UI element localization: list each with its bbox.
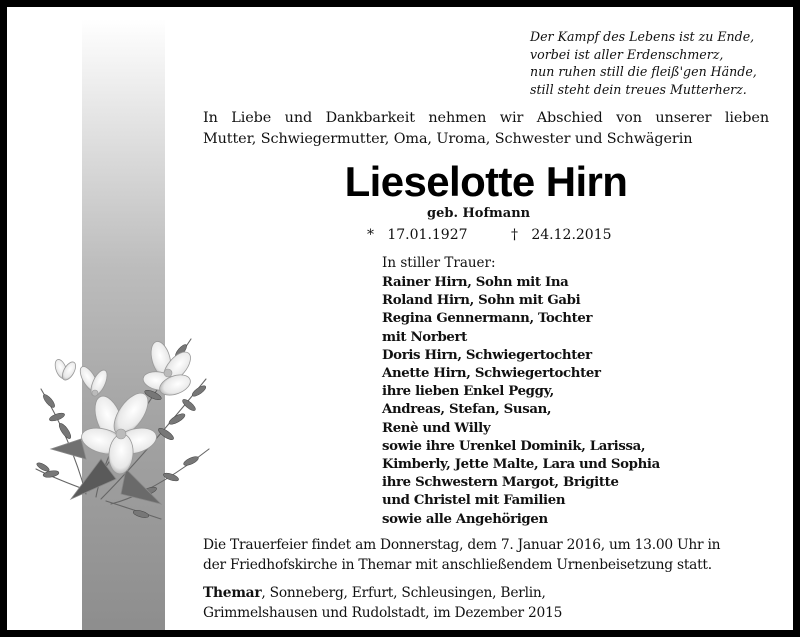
death-date: 24.12.2015 <box>531 227 612 243</box>
death-date-block <box>511 225 612 245</box>
mourners-list <box>382 274 712 529</box>
mourner-line: Kimberly, Jette Malte, Lara und Sophia <box>382 457 660 473</box>
closing-places-date <box>203 583 769 623</box>
mourner-line: sowie alle Angehörigen <box>382 511 548 527</box>
farewell-introduction <box>203 108 769 150</box>
poem-line: Der Kampf des Lebens ist zu Ende, <box>530 29 755 44</box>
poem-line: still steht dein treues Mutterherz. <box>530 81 747 97</box>
mourners-heading: In stiller Trauer: <box>382 255 496 271</box>
mourner-line: Doris Hirn, Schwiegertochter <box>382 347 592 363</box>
mourner-line: ihre Schwestern Margot, Brigitte <box>382 475 619 491</box>
closing-line-1-rest: , Sonneberg, Erfurt, Schleusingen, Berlin, <box>261 585 546 601</box>
closing-line-1 <box>203 583 769 603</box>
funeral-line-1: Die Trauerfeier findet am Donnerstag, dem 7. Januar 2016, um 13.00 Uhr in <box>203 537 721 553</box>
mourner-line: und Christel mit Familien <box>382 493 566 509</box>
funeral-details <box>203 535 769 575</box>
mourner-line: Rainer Hirn, Sohn mit Ina <box>382 275 569 290</box>
birth-date-block <box>367 225 468 245</box>
maiden-name: geb. Hofmann <box>427 206 531 221</box>
mourner-line: mit Norbert <box>382 329 467 345</box>
birth-date: 17.01.1927 <box>387 227 468 243</box>
birth-star-icon: * <box>367 227 374 243</box>
closing-line-2: Grimmelshausen und Rudolstadt, im Dezember 2015 <box>203 605 563 621</box>
mourner-line: sowie ihre Urenkel Dominik, Larissa, <box>382 438 646 454</box>
death-cross-icon: † <box>511 227 518 243</box>
memorial-poem <box>530 28 780 98</box>
mourner-line: Roland Hirn, Sohn mit Gabi <box>382 293 581 309</box>
poem-line: vorbei ist aller Erdenschmerz, <box>530 46 724 62</box>
mourner-line: ihre lieben Enkel Peggy, <box>382 384 554 400</box>
closing-place-bold: Themar <box>203 585 262 601</box>
mourner-line: Anette Hirn, Schwiegertochter <box>382 366 601 382</box>
poem-line: nun ruhen still die fleiß'gen Hände, <box>530 64 757 79</box>
intro-line-2: Mutter, Schwiegermutter, Oma, Uroma, Schwester und Schwägerin <box>203 131 693 147</box>
funeral-line-2: der Friedhofskirche in Themar mit anschließendem Urnenbeisetzung statt. <box>203 557 712 573</box>
intro-line-1: In Liebe und Dankbarkeit nehmen wir Abschied von unserer lieben <box>203 110 769 126</box>
flower-bouquet-illustration <box>31 319 216 524</box>
mourner-line: Renè und Willy <box>382 420 491 436</box>
deceased-name: Lieselotte Hirn <box>344 158 628 205</box>
mourner-line: Regina Gennermann, Tochter <box>382 311 593 327</box>
mourner-line: Andreas, Stefan, Susan, <box>382 402 552 418</box>
